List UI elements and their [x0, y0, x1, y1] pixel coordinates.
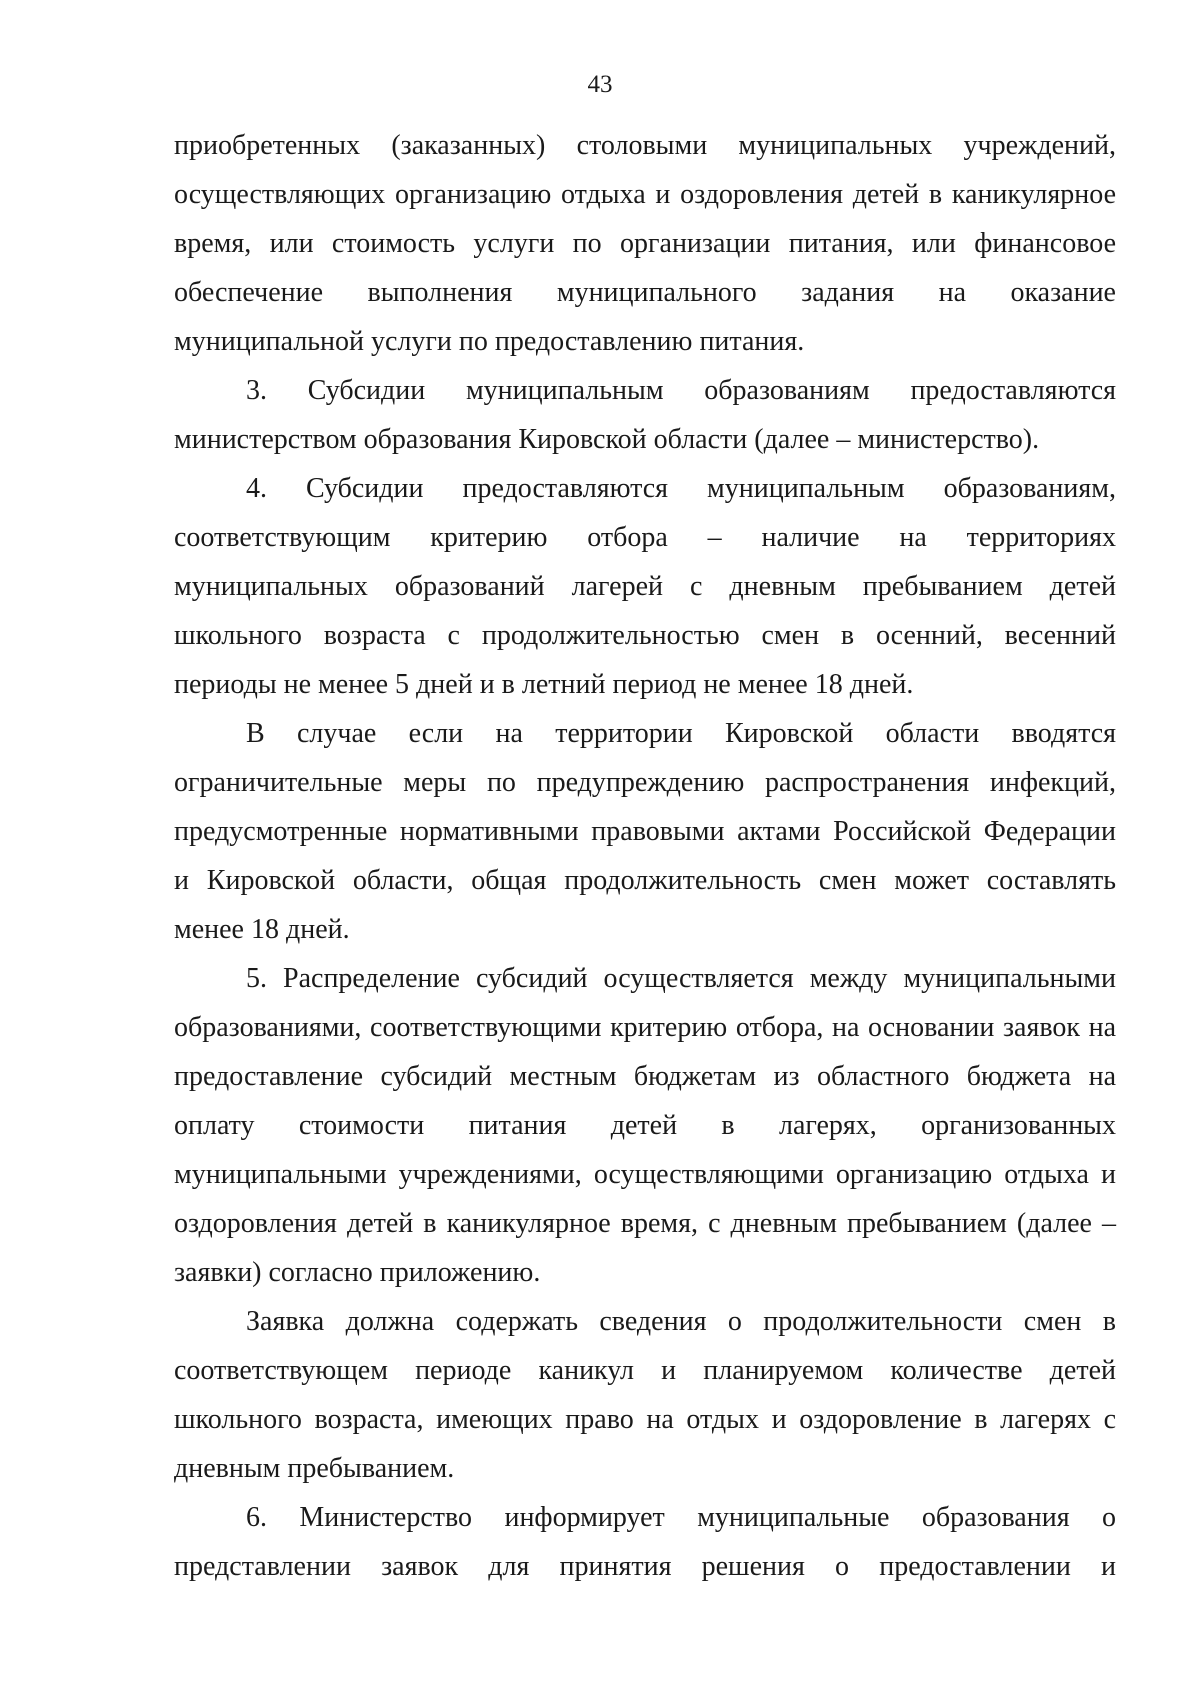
text-line: 5. Распределение субсидий осуществляется между муниципальными [246, 963, 1116, 994]
text-line: муниципальными учреждениями, осуществляющими организацию отдыха и [174, 1159, 1116, 1190]
text-line: соответствующем периоде каникул и планируемом количестве детей [174, 1355, 1116, 1386]
text-line: оплату стоимости питания детей в лагерях, организованных [174, 1110, 1116, 1141]
text-line: и Кировской области, общая продолжительность смен может составлять [174, 865, 1116, 896]
text-line: ограничительные меры по предупреждению распространения инфекций, [174, 767, 1116, 798]
text-line: школьного возраста с продолжительностью смен в осенний, весенний [174, 620, 1116, 651]
text-line: министерством образования Кировской области (далее – министерство). [174, 424, 1040, 455]
text-line: время, или стоимость услуги по организации питания, или финансовое [174, 228, 1116, 259]
text-line: муниципальных образований лагерей с дневным пребыванием детей [174, 571, 1116, 602]
text-line: образованиями, соответствующими критерию отбора, на основании заявок на [174, 1012, 1116, 1043]
text-line: муниципальной услуги по предоставлению питания. [174, 326, 805, 357]
text-line: осуществляющих организацию отдыха и оздоровления детей в каникулярное [174, 179, 1116, 210]
text-line: 4. Субсидии предоставляются муниципальным образованиям, [246, 473, 1116, 504]
text-line: периоды не менее 5 дней и в летний период не менее 18 дней. [174, 669, 914, 700]
text-line: приобретенных (заказанных) столовыми муниципальных учреждений, [174, 130, 1116, 161]
text-line: В случае если на территории Кировской области вводятся [246, 718, 1116, 749]
text-line: школьного возраста, имеющих право на отдых и оздоровление в лагерях с [174, 1404, 1116, 1435]
page-number: 43 [587, 71, 613, 98]
document-body [174, 121, 1116, 1591]
text-line: Заявка должна содержать сведения о продолжительности смен в [246, 1306, 1116, 1337]
text-line: предусмотренные нормативными правовыми актами Российской Федерации [174, 816, 1116, 847]
text-line: обеспечение выполнения муниципального задания на оказание [174, 277, 1116, 308]
text-line: представлении заявок для принятия решения о предоставлении и [174, 1551, 1116, 1582]
text-line: дневным пребыванием. [174, 1453, 455, 1484]
text-line: предоставление субсидий местным бюджетам из областного бюджета на [174, 1061, 1116, 1092]
text-line: 3. Субсидии муниципальным образованиям предоставляются [246, 375, 1116, 406]
text-line: оздоровления детей в каникулярное время, с дневным пребыванием (далее – [174, 1208, 1116, 1239]
text-line: соответствующим критерию отбора – наличие на территориях [174, 522, 1116, 553]
text-line: 6. Министерство информирует муниципальные образования о [246, 1502, 1116, 1533]
text-line: заявки) согласно приложению. [174, 1257, 541, 1288]
text-line: менее 18 дней. [174, 914, 350, 945]
